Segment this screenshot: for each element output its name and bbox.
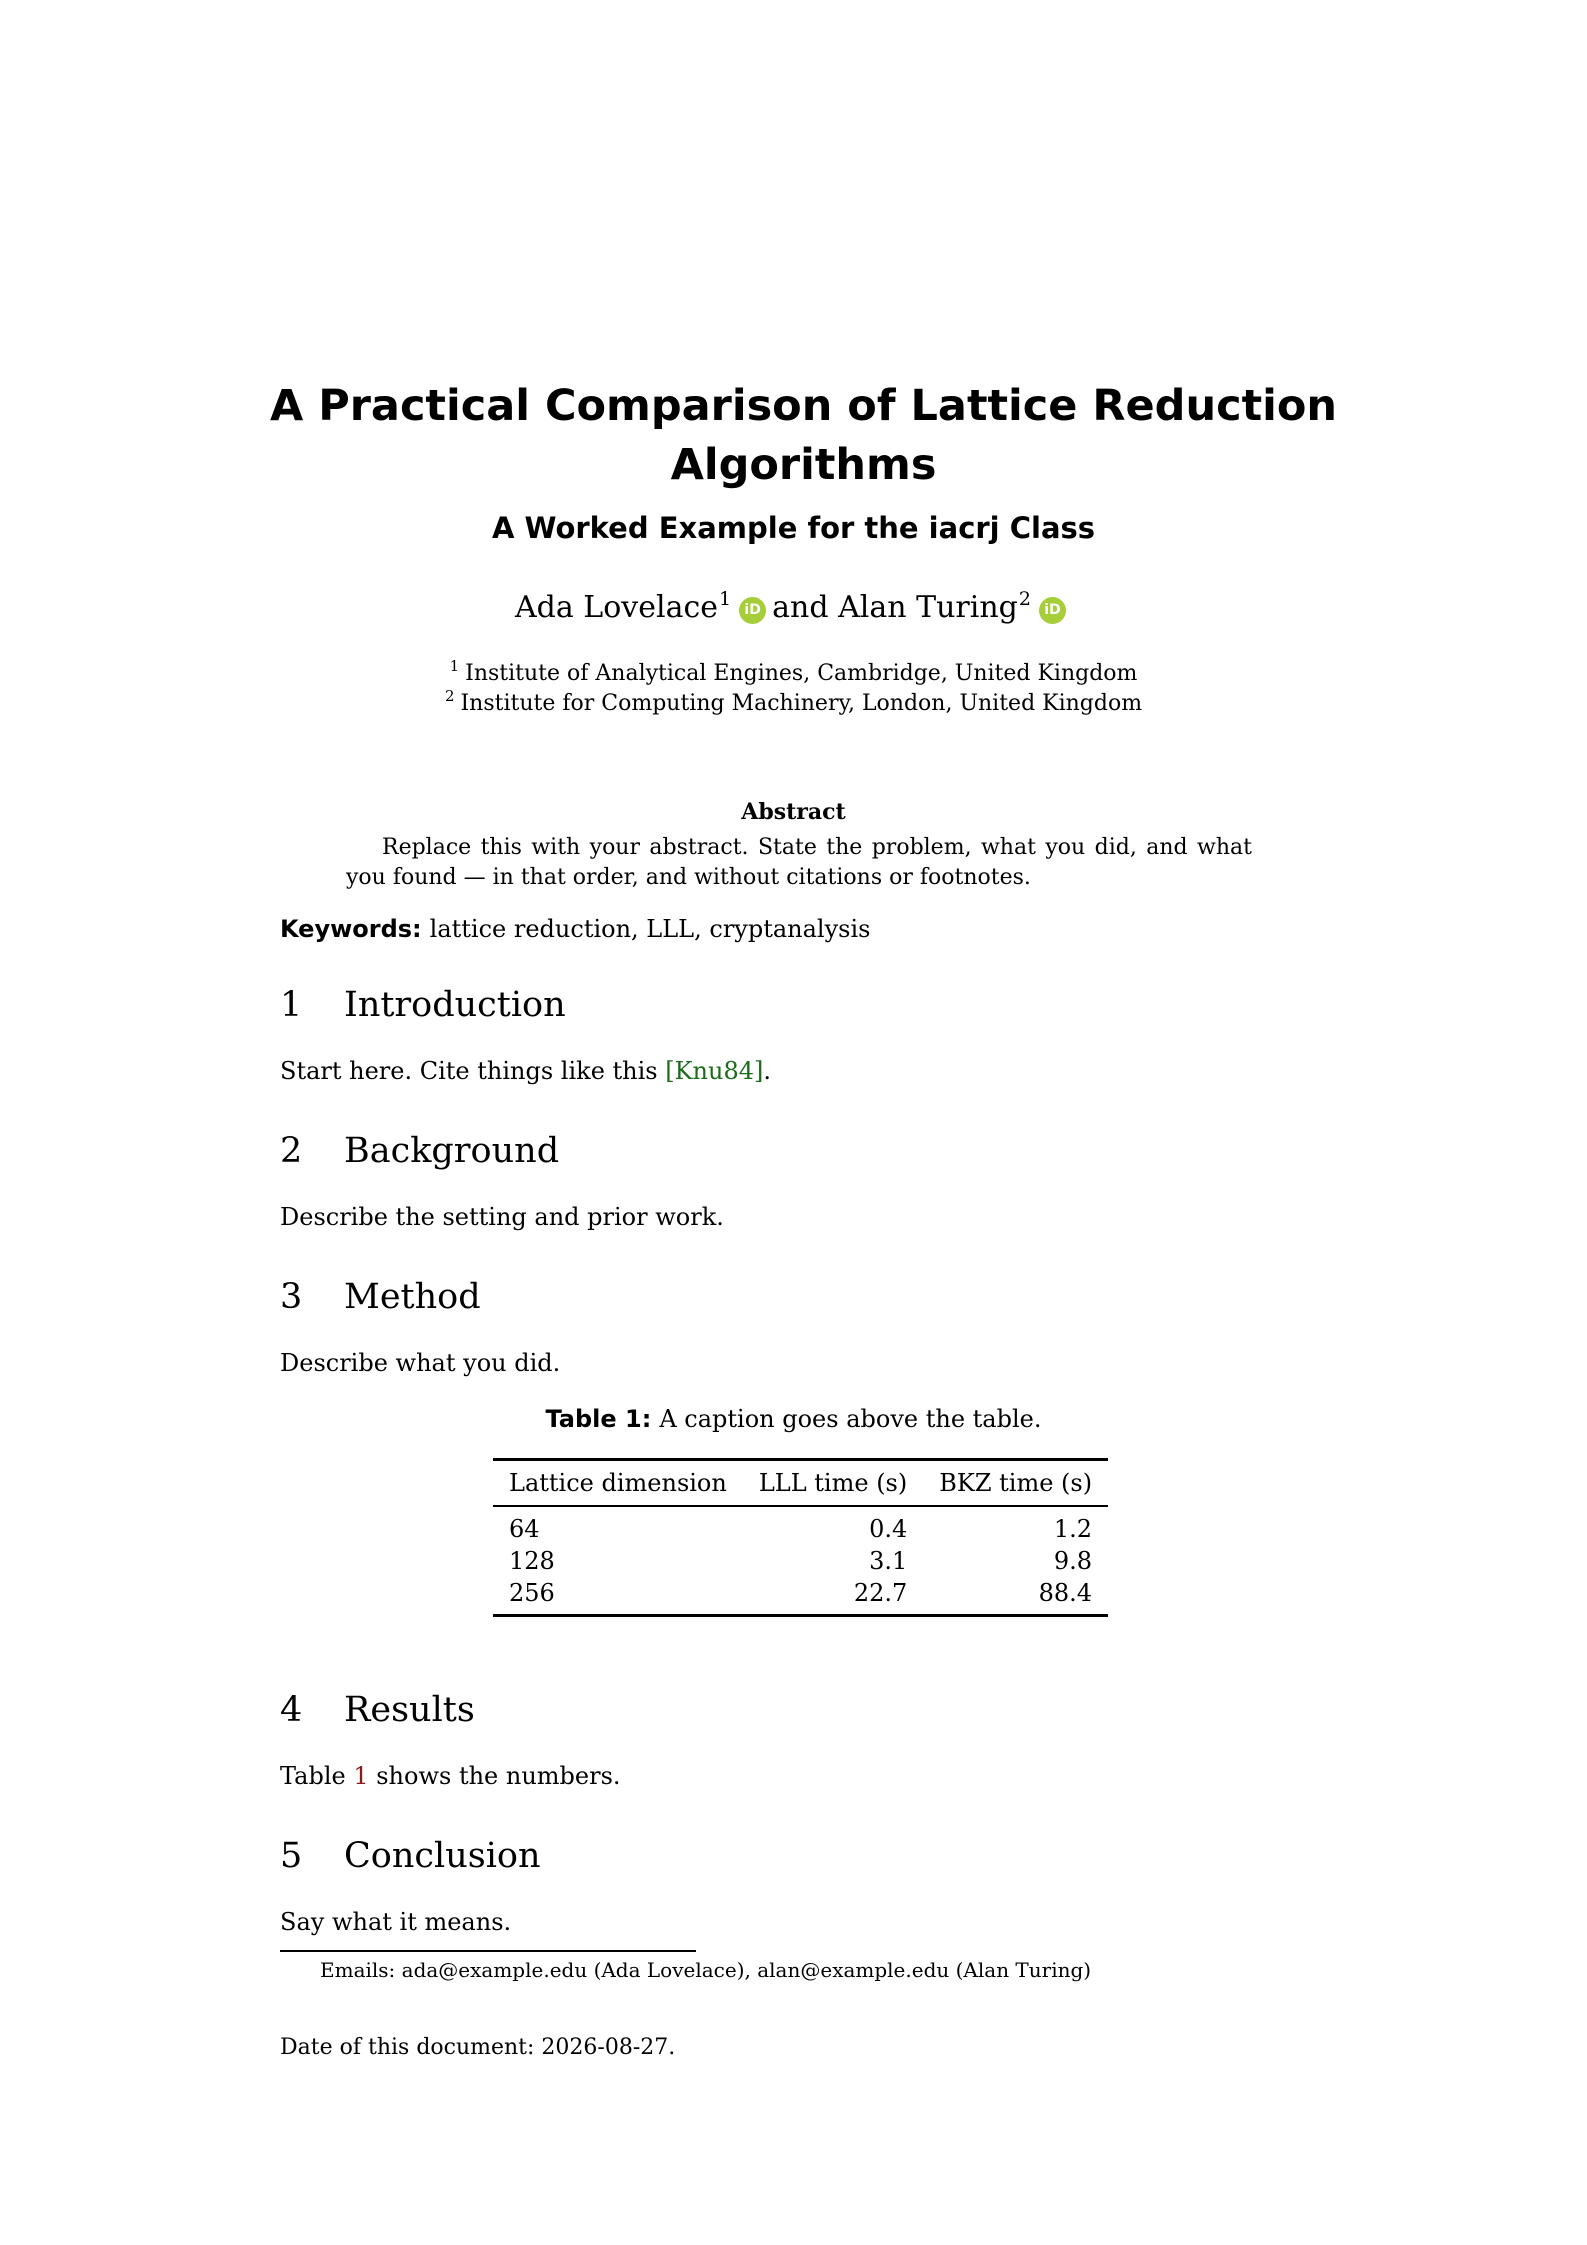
table-row [493, 1506, 1108, 1545]
table-cell: 88.4 [923, 1577, 1108, 1616]
paragraph-text: shows the numbers. [368, 1762, 621, 1790]
results-paragraph [280, 1762, 621, 1790]
section-heading-method [280, 1277, 481, 1317]
footnote-emails: Emails: ada@example.edu (Ada Lovelace), alan@example.edu (Alan Turing) [320, 1958, 1092, 1982]
affiliation-text: Institute of Analytical Engines, Cambridge, United Kingdom [465, 661, 1138, 686]
keywords-label: Keywords: [280, 915, 422, 943]
table-row [493, 1545, 1108, 1577]
column-header: BKZ time (s) [923, 1460, 1108, 1507]
paragraph-text: Start here. Cite things like this [280, 1057, 666, 1085]
conclusion-paragraph: Say what it means. [280, 1908, 512, 1936]
affiliation-mark: 1 [449, 657, 460, 675]
table-cell: 128 [509, 1547, 555, 1575]
paragraph-text: Table [280, 1762, 354, 1790]
table-cell: 9.8 [1053, 1547, 1093, 1575]
method-paragraph: Describe what you did. [280, 1349, 561, 1377]
table-caption-label: Table 1: [545, 1405, 652, 1433]
section-heading-conclusion [280, 1836, 541, 1876]
table-row [493, 1577, 1108, 1616]
table-caption-text: A caption goes above the table. [659, 1405, 1042, 1433]
section-heading-introduction [280, 985, 566, 1025]
affiliation-mark: 2 [1018, 588, 1031, 610]
author-name: Alan Turing [838, 590, 1018, 625]
citation-link[interactable]: [Knu84] [665, 1057, 764, 1085]
table-header-row [493, 1460, 1108, 1507]
keywords [280, 915, 870, 943]
section-number: 5 [280, 1836, 303, 1876]
column-header: Lattice dimension [493, 1460, 743, 1507]
section-number: 3 [280, 1277, 303, 1317]
table-cell: 3.1 [869, 1547, 908, 1575]
affiliation-text: Institute for Computing Machinery, London, United Kingdom [460, 691, 1143, 716]
abstract-text: Replace this with your abstract. State the problem, what you did, and what you found — in that order, and without citations or footnotes. [346, 835, 1252, 890]
affiliation-mark: 2 [444, 687, 455, 705]
section-title: Conclusion [344, 1836, 541, 1876]
affiliation [0, 657, 1587, 686]
author-separator: and [772, 590, 829, 625]
paper-title: A Practical Comparison of Lattice Reduction Algorithms [269, 381, 1338, 490]
affiliation [0, 687, 1587, 716]
section-title: Method [344, 1277, 481, 1317]
paragraph-text: . [763, 1057, 771, 1085]
column-header: LLL time (s) [743, 1460, 923, 1507]
footnote-rule [280, 1950, 696, 1952]
table-cell: 1.2 [1053, 1515, 1093, 1543]
affiliation-mark: 1 [719, 588, 732, 610]
abstract-heading: Abstract [741, 799, 846, 825]
results-table [493, 1458, 1108, 1617]
orcid-icon[interactable]: iD [739, 597, 766, 624]
introduction-paragraph [280, 1057, 771, 1085]
background-paragraph: Describe the setting and prior work. [280, 1203, 724, 1231]
table-reference-link[interactable]: 1 [353, 1762, 369, 1790]
table-cell: 0.4 [869, 1515, 908, 1543]
table-cell: 22.7 [743, 1577, 923, 1616]
table-caption [0, 1405, 1587, 1433]
section-number: 4 [280, 1690, 303, 1730]
section-heading-results [280, 1690, 475, 1730]
author-name: Ada Lovelace [515, 590, 719, 625]
author-line [0, 588, 1587, 625]
section-number: 2 [280, 1131, 303, 1171]
section-title: Background [344, 1131, 560, 1171]
section-number: 1 [280, 985, 303, 1025]
orcid-icon[interactable]: iD [1039, 597, 1066, 624]
section-title: Introduction [344, 985, 566, 1025]
table-cell: 64 [509, 1515, 540, 1543]
document-date: Date of this document: 2026-08-27. [280, 2035, 676, 2060]
keywords-text: lattice reduction, LLL, cryptanalysis [429, 915, 871, 943]
section-heading-background [280, 1131, 559, 1171]
table-cell: 256 [493, 1577, 743, 1616]
section-title: Results [344, 1690, 475, 1730]
paper-subtitle: A Worked Example for the iacrj Class [491, 511, 1096, 545]
